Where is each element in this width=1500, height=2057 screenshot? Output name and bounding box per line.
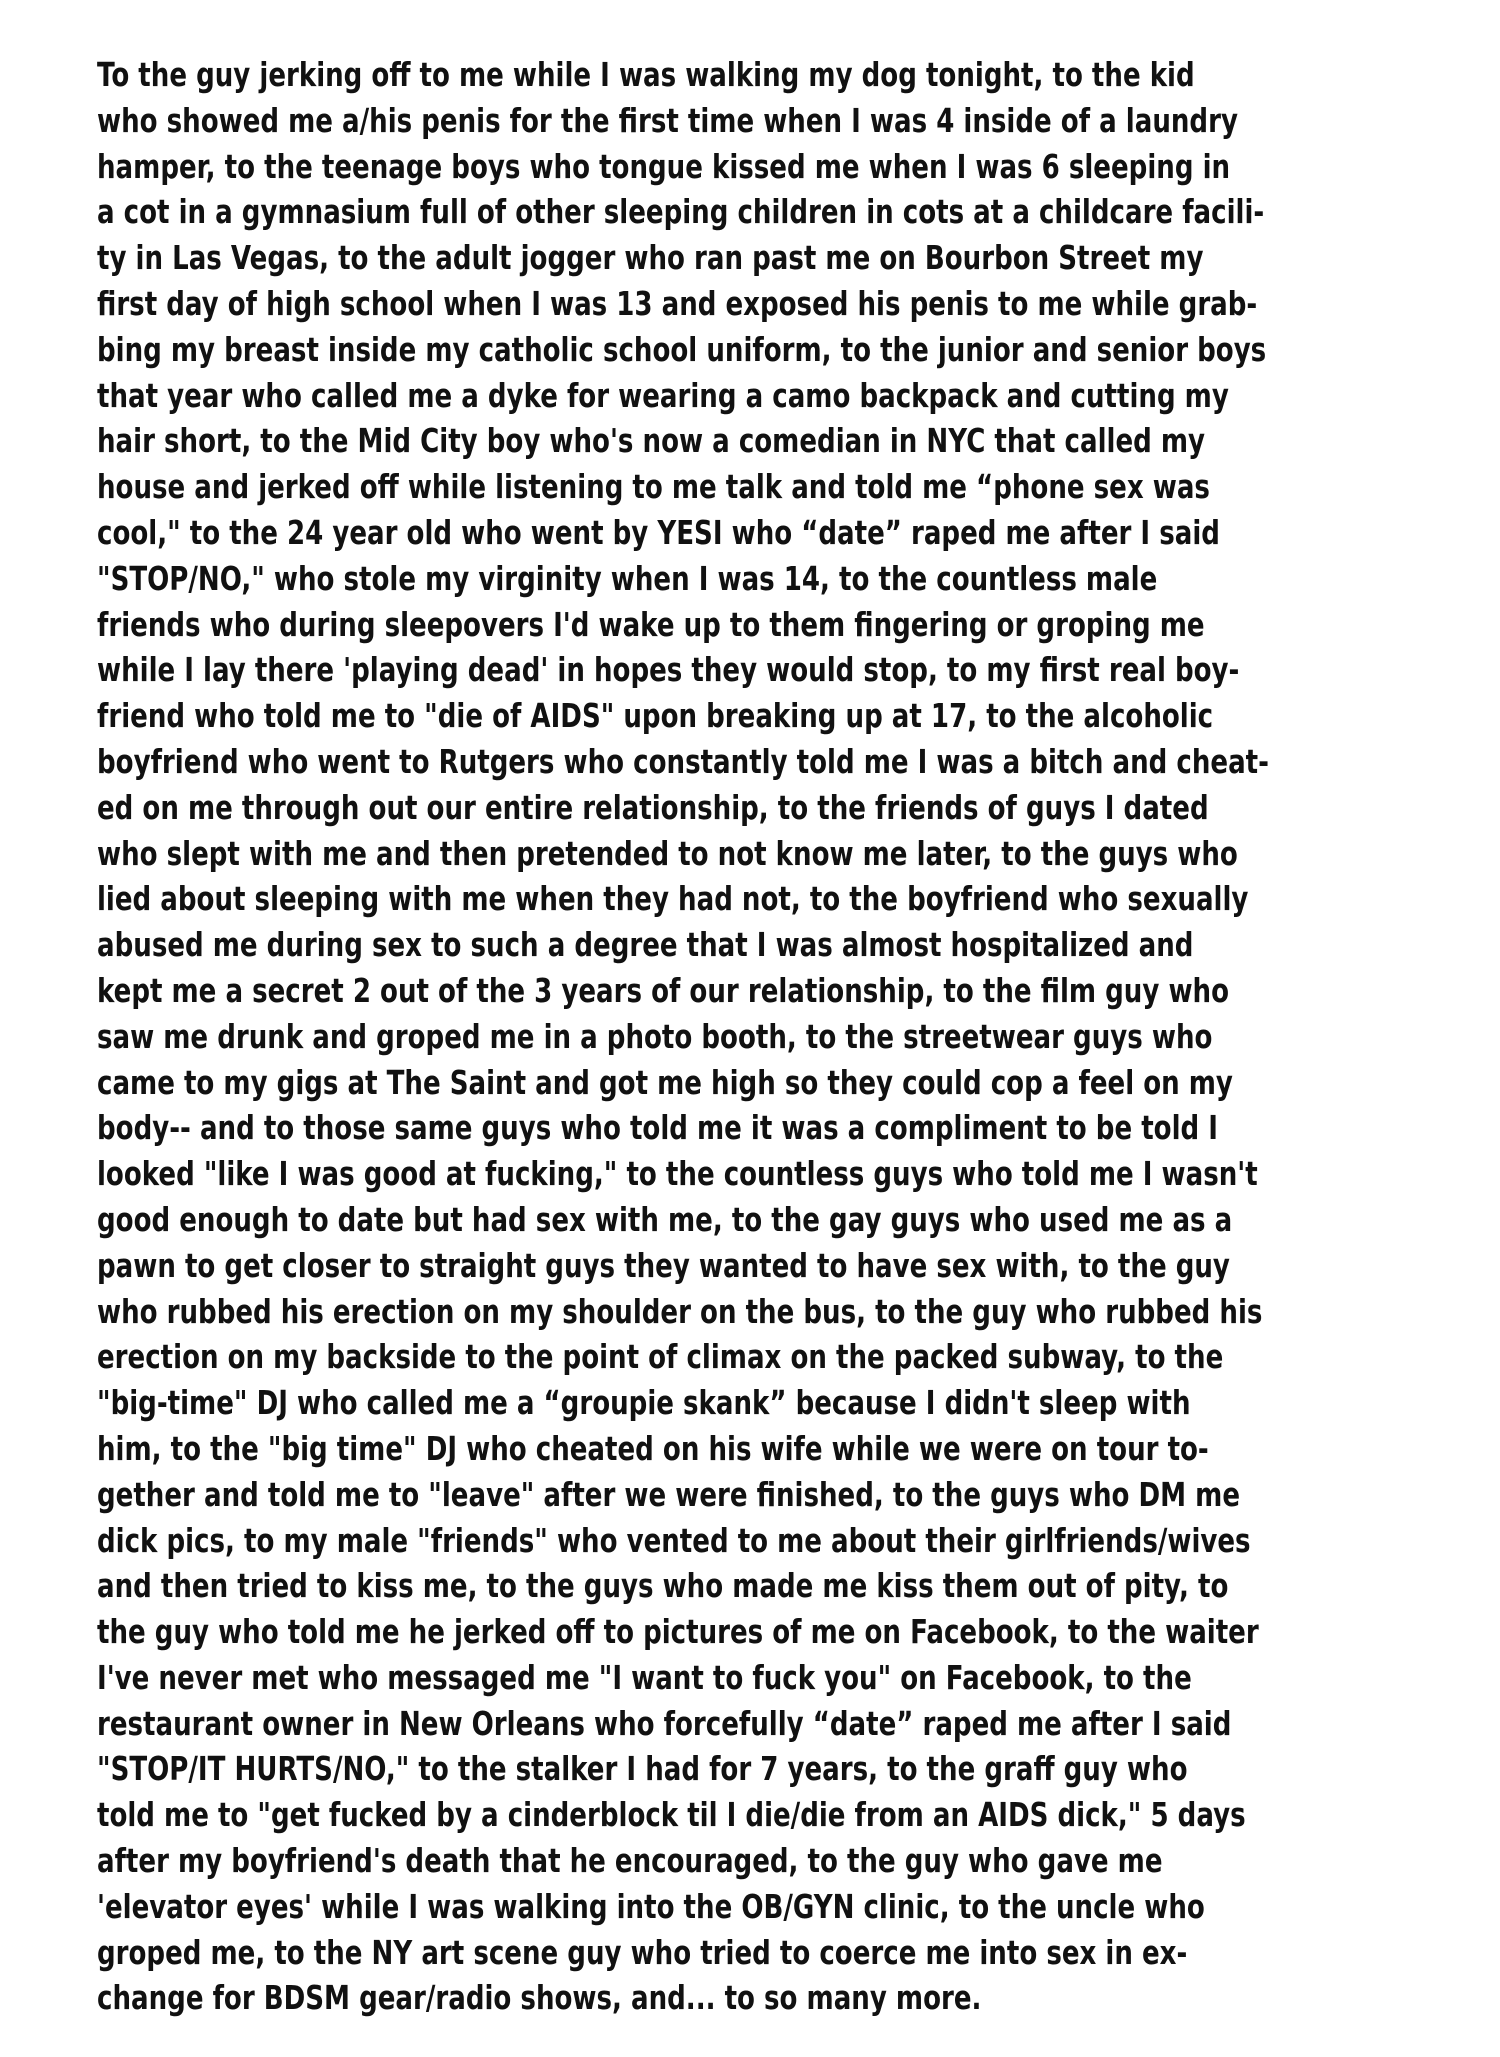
text-line: a cot in a gymnasium full of other sleeping children in cots at a childcare facili- — [97, 192, 1265, 232]
text-line: the guy who told me he jerked off to pictures of me on Facebook, to the waiter — [97, 1612, 1259, 1652]
text-line: erection on my backside to the point of climax on the packed subway, to the — [97, 1337, 1224, 1377]
text-line: friend who told me to "die of AIDS" upon breaking up at 17, to the alcoholic — [97, 696, 1214, 736]
text-line: saw me drunk and groped me in a photo booth, to the streetwear guys who — [97, 1016, 1213, 1056]
text-line: that year who called me a dyke for wearing a camo backpack and cutting my — [97, 375, 1229, 415]
text-line: looked "like I was good at fucking," to the countless guys who told me I wasn't — [97, 1154, 1258, 1194]
text-line: while I lay there 'playing dead' in hopes they would stop, to my first real boy- — [97, 650, 1240, 690]
text-line: To the guy jerking off to me while I was walking my dog tonight, to the kid — [97, 55, 1195, 94]
text-line: good enough to date but had sex with me, to the gay guys who used me as a — [97, 1199, 1233, 1239]
text-line: who slept with me and then pretended to not know me later, to the guys who — [97, 833, 1238, 873]
text-line: abused me during sex to such a degree that I was almost hospitalized and — [97, 925, 1194, 965]
body-text-paragraph — [97, 52, 1457, 2021]
text-line: who showed me a/his penis for the first time when I was 4 inside of a laundry — [97, 100, 1238, 140]
text-line: "STOP/NO," who stole my virginity when I was 14, to the countless male — [97, 558, 1158, 598]
text-line: came to my gigs at The Saint and got me high so they could cop a feel on my — [97, 1062, 1233, 1102]
text-line: pawn to get closer to straight guys they wanted to have sex with, to the guy — [97, 1245, 1230, 1285]
text-line: cool," to the 24 year old who went by YESI who “date” raped me after I said — [97, 512, 1220, 552]
text-line: "STOP/IT HURTS/NO," to the stalker I had for 7 years, to the graff guy who — [97, 1749, 1188, 1789]
text-line: "big-time" DJ who called me a “groupie skank” because I didn't sleep with — [97, 1383, 1191, 1423]
text-line: him, to the "big time" DJ who cheated on his wife while we were on tour to- — [97, 1428, 1209, 1468]
text-line: body-- and to those same guys who told me it was a compliment to be told I — [97, 1108, 1218, 1148]
text-line: first day of high school when I was 13 and exposed his penis to me while grab- — [97, 283, 1258, 323]
text-line: bing my breast inside my catholic school uniform, to the junior and senior boys — [97, 329, 1267, 369]
text-line: gether and told me to "leave" after we were finished, to the guys who DM me — [97, 1474, 1241, 1514]
text-line: after my boyfriend's death that he encouraged, to the guy who gave me — [97, 1841, 1163, 1881]
text-line: house and jerked off while listening to me talk and told me “phone sex was — [97, 467, 1210, 507]
text-line: hair short, to the Mid City boy who's now a comedian in NYC that called my — [97, 421, 1206, 461]
text-line: change for BDSM gear/radio shows, and... to so many more. — [97, 1978, 982, 2018]
text-line: ty in Las Vegas, to the adult jogger who ran past me on Bourbon Street my — [97, 238, 1204, 278]
text-line: restaurant owner in New Orleans who forcefully “date” raped me after I said — [97, 1703, 1232, 1743]
text-line: I've never met who messaged me "I want to fuck you" on Facebook, to the — [97, 1657, 1192, 1697]
text-line: friends who during sleepovers I'd wake up to them fingering or groping me — [97, 604, 1205, 644]
text-line: lied about sleeping with me when they had not, to the boyfriend who sexually — [97, 879, 1249, 919]
text-line: hamper, to the teenage boys who tongue kissed me when I was 6 sleeping in — [97, 146, 1231, 186]
text-line: told me to "get fucked by a cinderblock til I die/die from an AIDS dick," 5 days — [97, 1795, 1246, 1835]
text-line: boyfriend who went to Rutgers who constantly told me I was a bitch and cheat- — [97, 741, 1269, 781]
text-line: groped me, to the NY art scene guy who tried to coerce me into sex in ex- — [97, 1932, 1188, 1972]
text-line: dick pics, to my male "friends" who vented to me about their girlfriends/wives — [97, 1520, 1251, 1560]
text-line: kept me a secret 2 out of the 3 years of our relationship, to the film guy who — [97, 970, 1229, 1010]
text-line: 'elevator eyes' while I was walking into the OB/GYN clinic, to the uncle who — [97, 1886, 1205, 1926]
text-line: ed on me through out our entire relationship, to the friends of guys I dated — [97, 787, 1209, 827]
text-line: who rubbed his erection on my shoulder on the bus, to the guy who rubbed his — [97, 1291, 1263, 1331]
text-line: and then tried to kiss me, to the guys who made me kiss them out of pity, to — [97, 1566, 1229, 1606]
